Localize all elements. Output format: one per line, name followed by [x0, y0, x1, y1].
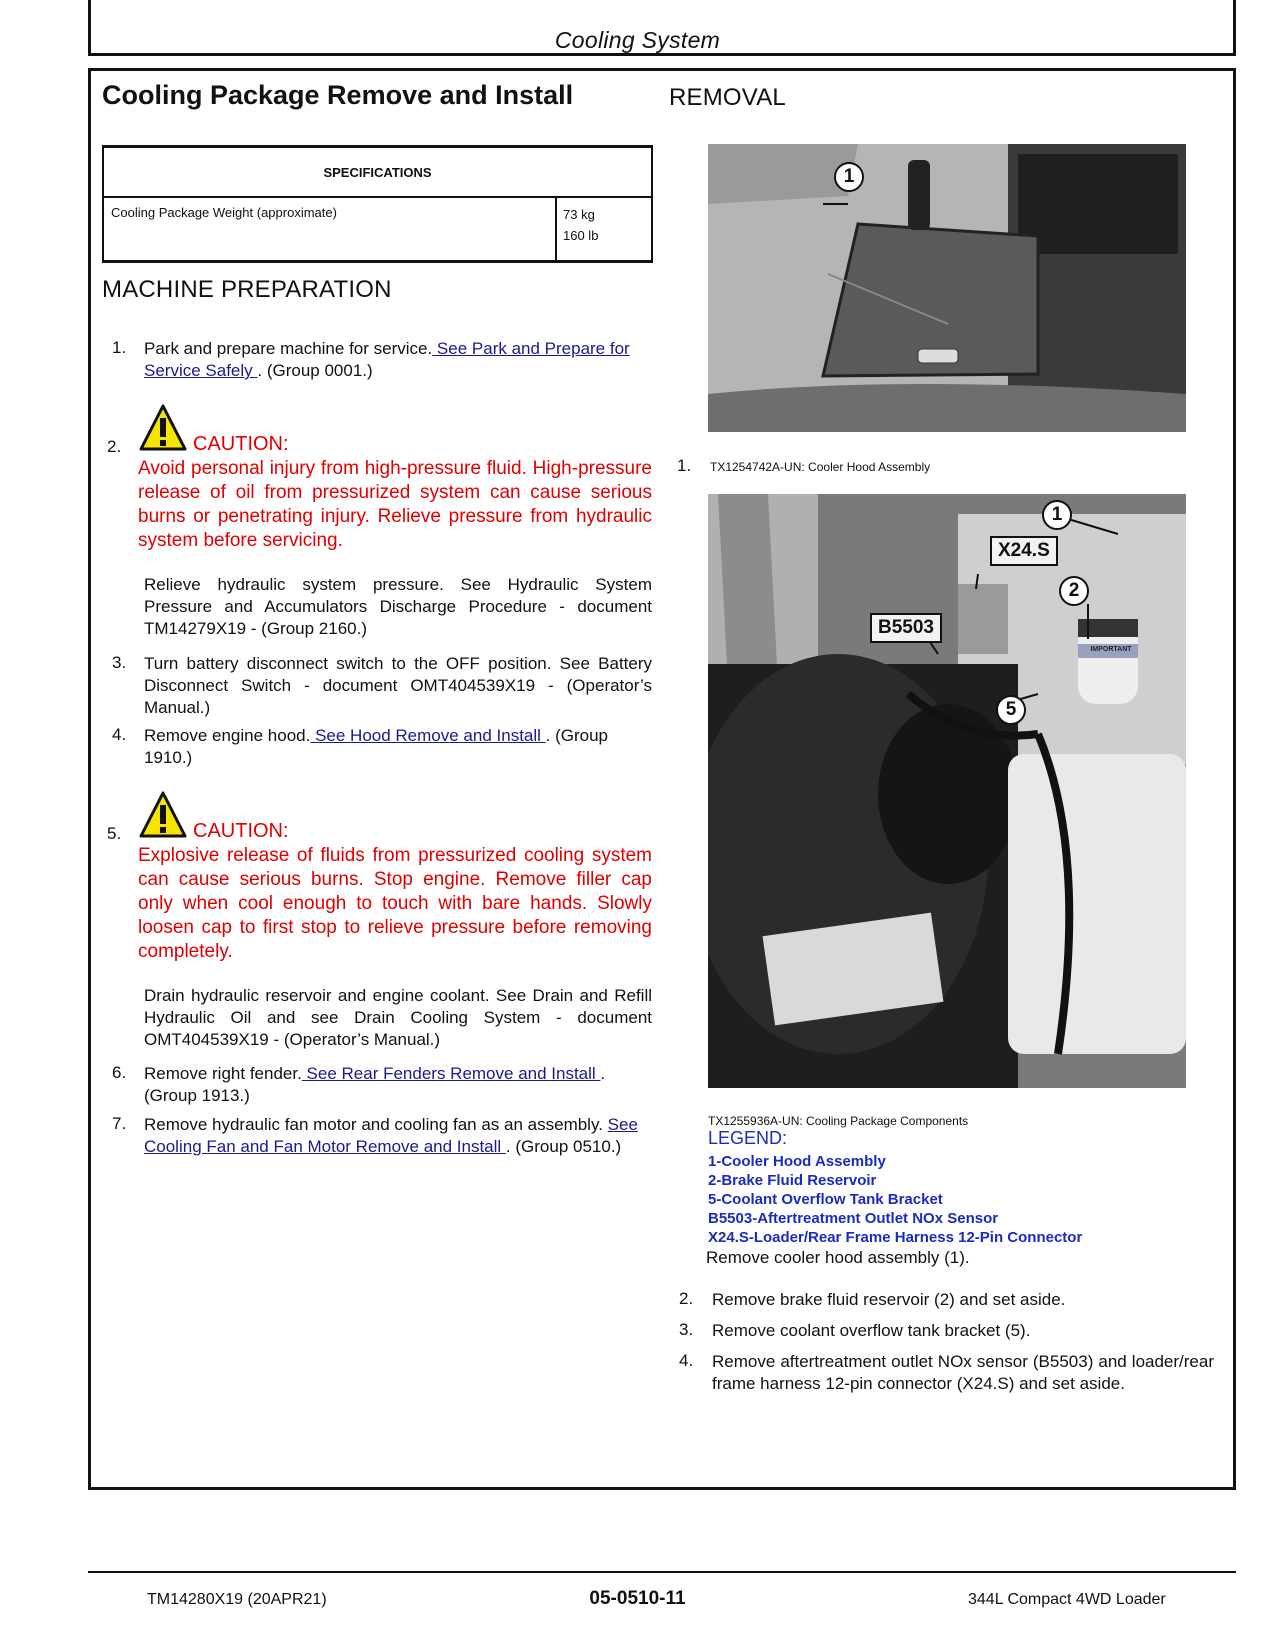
removal-step-2: Remove brake fluid reservoir (2) and set aside. — [712, 1290, 1066, 1309]
step-number: 6. — [112, 1063, 127, 1082]
step-text: . (Group 1913.) — [144, 1064, 606, 1105]
page-title: Cooling Package Remove and Install — [102, 80, 574, 110]
legend-list — [708, 1152, 1082, 1247]
warning-icon — [138, 403, 188, 453]
machine-preparation-heading: MACHINE PREPARATION — [102, 276, 392, 303]
removal-heading: REMOVAL — [669, 84, 786, 111]
step-number: 7. — [112, 1114, 127, 1133]
step-number: 4. — [112, 725, 127, 744]
step-number: 2. — [679, 1289, 694, 1308]
cooling-package-illustration — [708, 494, 1186, 1088]
prep-step-2-text: Relieve hydraulic system pressure. See Hydraulic System Pressure and Accumulators Discharge Procedure - document TM14279X19 - (Group 2160.) — [144, 575, 652, 638]
spec-value-lb: 160 lb — [563, 228, 599, 243]
spec-value-kg: 73 kg — [563, 207, 595, 222]
prep-step-7 — [144, 1114, 652, 1158]
caution-text: Explosive release of fluids from pressurized cooling system can cause serious burns. Stop engine. Remove filler cap only when cool enough to touch with bare hands. Slowly loosen cap to first stop to relieve pressure before removing completely. — [138, 845, 652, 962]
section-header: Cooling System — [554, 27, 721, 53]
step-number: 1. — [112, 338, 127, 357]
prep-step-4 — [144, 725, 652, 769]
tag-b5503: B5503 — [870, 613, 942, 643]
figure-caption: TX1254742A-UN: Cooler Hood Assembly — [710, 460, 931, 474]
removal-step-3: Remove coolant overflow tank bracket (5). — [712, 1321, 1031, 1340]
callout-2: 2 — [1059, 576, 1089, 606]
callout-1: 1 — [1042, 500, 1072, 530]
warning-icon — [138, 790, 188, 840]
step-number: 4. — [679, 1351, 694, 1370]
specifications-table — [102, 145, 653, 263]
step-number: 1. — [677, 456, 692, 475]
legend-item: X24.S-Loader/Rear Frame Harness 12-Pin Connector — [708, 1229, 1083, 1246]
step-text: . (Group 0001.) — [257, 361, 373, 380]
link-cooling-fan[interactable]: See Cooling Fan and Fan Motor Remove and Install — [144, 1115, 638, 1156]
step-text: Remove hydraulic fan motor and cooling fan as an assembly. — [144, 1115, 608, 1134]
reservoir-decal: IMPORTANT — [1090, 646, 1132, 653]
step-text: . (Group 0510.) — [505, 1137, 622, 1156]
specifications-heading: SPECIFICATIONS — [103, 147, 652, 198]
step-text: Remove right fender. — [144, 1064, 302, 1083]
prep-step-5-text: Drain hydraulic reservoir and engine coolant. See Drain and Refill Hydraulic Oil and see Drain Cooling System - document OMT404539X19 - (Operator’s Manual.) — [144, 986, 652, 1049]
step-text: Remove engine hood. — [144, 726, 311, 745]
prep-step-3: Turn battery disconnect switch to the OFF position. See Battery Disconnect Switch - document OMT404539X19 - (Operator’s Manual.) — [144, 654, 652, 717]
figure-caption: TX1255936A-UN: Cooling Package Components — [708, 1114, 969, 1128]
callout-1: 1 — [834, 162, 864, 192]
step-number: 5. — [107, 824, 122, 843]
caution-title: CAUTION: — [193, 820, 289, 842]
caution-text: Avoid personal injury from high-pressure fluid. High-pressure release of oil from pressurized system can cause serious burns or penetrating injury. Relieve pressure from hydraulic system before servicing. — [138, 458, 652, 551]
link-park-and-prepare[interactable]: See Park and Prepare for Service Safely — [144, 339, 630, 380]
step-number: 3. — [679, 1320, 694, 1339]
prep-step-1 — [144, 338, 652, 382]
footer-model: 344L Compact 4WD Loader — [968, 1591, 1166, 1608]
spec-value — [556, 197, 652, 262]
step-number: 2. — [107, 437, 122, 456]
removal-step-4: Remove aftertreatment outlet NOx sensor (B5503) and loader/rear frame harness 12-pin connector (X24.S) and set aside. — [712, 1352, 1214, 1393]
legend-title: LEGEND: — [708, 1128, 788, 1148]
table-row — [103, 197, 652, 262]
legend-item: B5503-Aftertreatment Outlet NOx Sensor — [708, 1210, 999, 1227]
legend-item: 1-Cooler Hood Assembly — [708, 1153, 886, 1170]
cooling-package-photo — [708, 494, 1186, 1088]
spec-label: Cooling Package Weight (approximate) — [103, 197, 556, 262]
footer-page-number: 05-0510-11 — [589, 1588, 686, 1609]
step-text: . (Group 1910.) — [144, 726, 609, 767]
callout-5: 5 — [996, 695, 1026, 725]
link-hood-remove-install[interactable]: See Hood Remove and Install — [310, 726, 546, 745]
legend-item: 5-Coolant Overflow Tank Bracket — [708, 1191, 943, 1208]
caution-title: CAUTION: — [193, 433, 289, 455]
step-number: 3. — [112, 653, 127, 672]
cooler-hood-photo — [708, 144, 1186, 432]
footer-doc-id: TM14280X19 (20APR21) — [147, 1591, 327, 1608]
prep-step-6 — [144, 1063, 652, 1107]
removal-step-1: Remove cooler hood assembly (1). — [706, 1248, 970, 1267]
footer-rule — [88, 1571, 1236, 1573]
tag-x24s: X24.S — [990, 536, 1058, 566]
legend-item: 2-Brake Fluid Reservoir — [708, 1172, 877, 1189]
step-text: Park and prepare machine for service. — [144, 339, 433, 358]
link-rear-fenders[interactable]: See Rear Fenders Remove and Install — [301, 1064, 601, 1083]
cooler-hood-illustration — [708, 144, 1186, 432]
